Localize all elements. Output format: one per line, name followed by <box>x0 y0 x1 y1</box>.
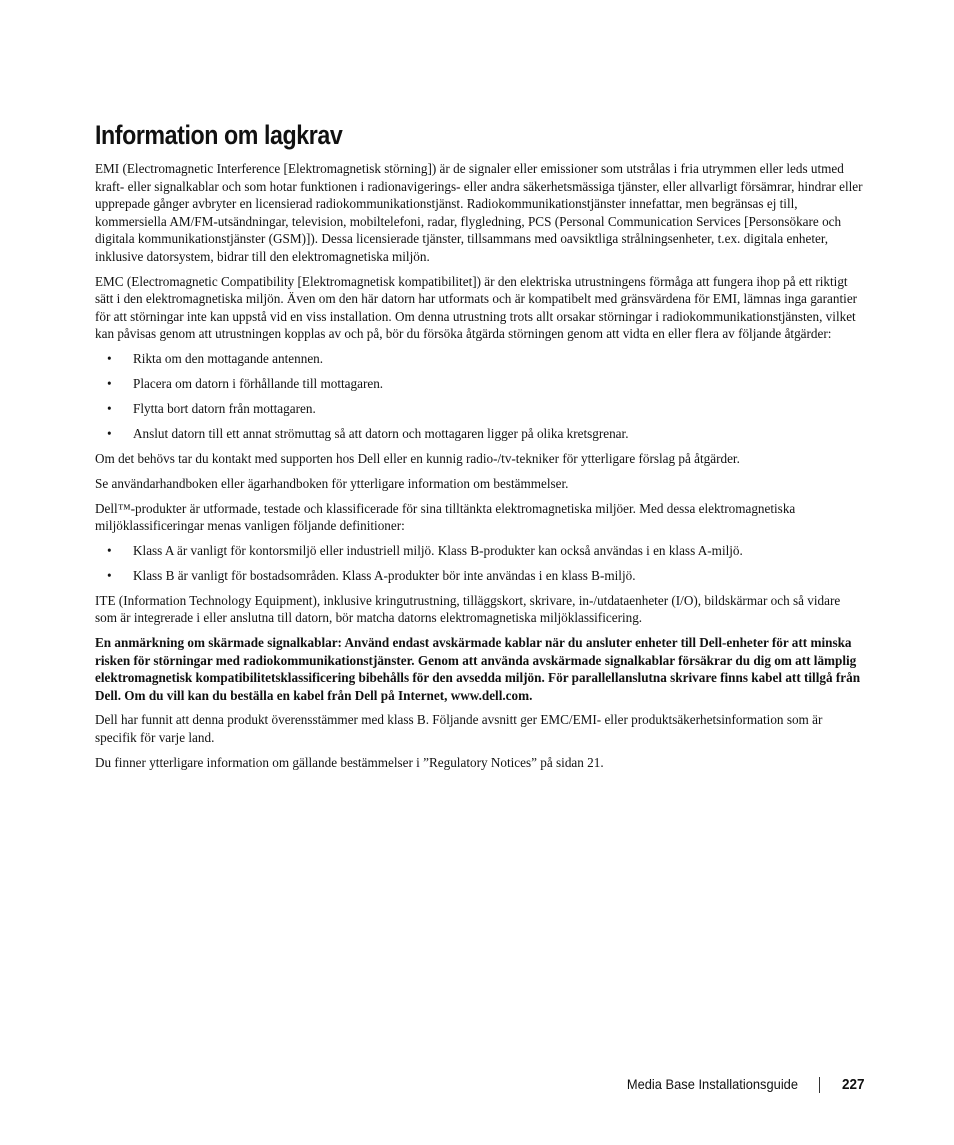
paragraph-regulatory-notices: Du finner ytterligare information om gällande bestämmelser i ”Regulatory Notices” på sidan 21. <box>95 754 604 770</box>
page-number: 227 <box>842 1076 865 1093</box>
list-item-text: Placera om datorn i förhållande till mottagaren. <box>133 376 384 392</box>
list-item-text: Klass B är vanligt för bostadsområden. Klass A-produkter bör inte användas i en klass B-miljö. <box>133 567 636 583</box>
bullet-icon: • <box>107 401 112 417</box>
bullet-icon: • <box>107 426 112 442</box>
list-item <box>95 425 865 443</box>
paragraph-classification: Dell™-produkter är utformade, testade och klassificerade för sina tilltänkta elektromagnetiska miljöer. Med dessa elektromagnetiska miljöklassificeringar menas vanligen följande definitioner: <box>95 500 796 534</box>
remedy-list <box>95 350 865 443</box>
class-list <box>95 542 865 585</box>
list-item <box>95 542 865 560</box>
list-item <box>95 350 865 368</box>
paragraph-ite: ITE (Information Technology Equipment), inklusive kringutrustning, tilläggskort, skrivare, in-/utdataenheter (I/O), bildskärmar och så vidare som är integrerade i eller anslutna till datorn, bör matcha datorns elektromagnetiska miljöklassificering. <box>95 592 841 626</box>
list-item <box>95 375 865 393</box>
list-item <box>95 567 865 585</box>
list-item <box>95 400 865 418</box>
list-item-text: Anslut datorn till ett annat strömuttag så att datorn och mottagaren ligger på olika kretsgrenar. <box>133 426 629 442</box>
page-title: Information om lagkrav <box>95 120 343 150</box>
bullet-icon: • <box>107 350 112 366</box>
paragraph-shielded-cables-note: En anmärkning om skärmade signalkablar: Använd endast avskärmade kablar när du ansluter enheter till Dell-enheter för att minska risken för störningar med radiokommunikationstjänster. Genom att använda avskärmade signalkablar försäkrar du dig om att lämplig elektromagnetisk kompatibilitetsklassificering bibehålls för den avsedda miljön. För parallellanslutna skrivare finns kabel att tillgå från Dell. Om du vill kan du beställa en kabel från Dell på Internet, www.dell.com. <box>95 635 861 703</box>
list-item-text: Flytta bort datorn från mottagaren. <box>133 401 316 417</box>
footer-doc-title: Media Base Installationsguide <box>626 1076 798 1092</box>
paragraph-emi: EMI (Electromagnetic Interference [Elektromagnetisk störning]) är de signaler eller emissioner som utstrålas i fria utrymmen eller leds utmed kraft- eller signalkablar och som hotar funktionen i radionavigerings- eller andra säkerhetsmässiga tjänster, eller allvarligt försämrar, hindrar eller upprepade gånger avbryter en licensierad radiokommunikationstjänst. Radiokommunikationstjänster innefattar, men begränsas ej till, kommersiella AM/FM-utsändningar, television, mobiltelefoni, radar, flygledning, PCS (Personal Communication Services [Personsökare och digitala kommunikationstjänster (GSM)]). Dessa licensierade tjänster, tillsammans med oavsiktliga strålningsenheter, t.ex. digitala enheter, inklusive datorsystem, bidrar till den elektromagnetiska miljön. <box>95 161 863 264</box>
bullet-icon: • <box>107 542 112 558</box>
page-footer <box>0 1076 954 1096</box>
paragraph-emc: EMC (Electromagnetic Compatibility [Elektromagnetisk kompatibilitet]) är den elektriska utrustningens förmåga att fungera ihop på ett riktigt sätt i den elektromagnetiska miljön. Även om den här datorn har utformats och är kompatibelt med gränsvärdena för EMI, lämnas inga garantier för att störningar inte kan uppstå vid en viss installation. Om denna utrustning trots allt orsakar störningar i radiokommunikationstjänsten, vilket kan påvisas genom att utrustningen kopplas av och på, bör du försöka åtgärda störningen genom att vidta en eller flera av följande åtgärder: <box>95 273 858 342</box>
footer-divider <box>819 1077 820 1093</box>
bullet-icon: • <box>107 567 112 583</box>
bullet-icon: • <box>107 376 112 392</box>
page-content <box>95 118 865 778</box>
paragraph-support: Om det behövs tar du kontakt med supporten hos Dell eller en kunnig radio-/tv-tekniker för ytterligare förslag på åtgärder. <box>95 451 740 467</box>
paragraph-class-b: Dell har funnit att denna produkt överensstämmer med klass B. Följande avsnitt ger EMC/EMI- eller produktsäkerhetsinformation som är specifik för varje land. <box>95 712 823 746</box>
list-item-text: Klass A är vanligt för kontorsmiljö eller industriell miljö. Klass B-produkter kan också användas i en klass A-miljö. <box>133 542 743 558</box>
paragraph-handbook: Se användarhandboken eller ägarhandboken för ytterligare information om bestämmelser. <box>95 475 569 491</box>
list-item-text: Rikta om den mottagande antennen. <box>133 350 324 366</box>
